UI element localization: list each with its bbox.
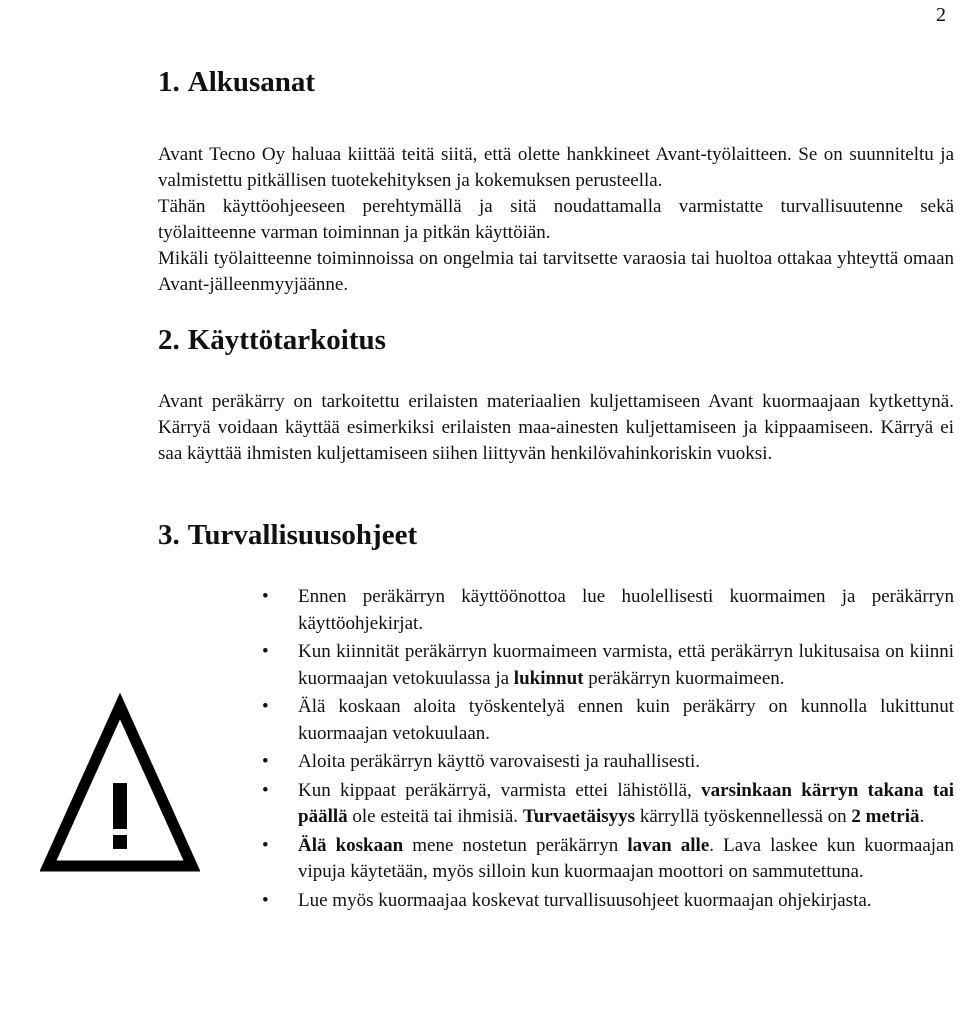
bullet-glyph: • <box>262 696 269 717</box>
section-heading-1 <box>158 66 315 99</box>
section-title: Turvallisuusohjeet <box>187 519 418 551</box>
bold-text: lavan alle <box>627 834 710 856</box>
bold-text: 2 metriä <box>851 806 920 827</box>
section-title: Alkusanat <box>187 66 316 98</box>
text: Älä koskaan aloita työskentelyä ennen kuin peräkärry on kunnolla lukittunut kuormaajan vetokuulaan. <box>298 696 954 744</box>
list-item <box>258 833 954 886</box>
text: kärryllä työskennellessä on <box>635 806 852 827</box>
warning-triangle-icon <box>40 688 200 908</box>
warning-glyph <box>0 0 1 1</box>
section-body-2 <box>158 389 954 467</box>
text: Aloita peräkärryn käyttö varovaisesti ja rauhallisesti. <box>298 751 701 772</box>
bullet-glyph: • <box>262 641 269 662</box>
bullet-glyph: • <box>262 889 269 911</box>
bullet-glyph: • <box>262 834 269 856</box>
section-heading-2 <box>158 324 386 357</box>
text: Kun kiinnität peräkärryn kuormaimeen varmista, että peräkärryn lukitusaisa on kiinni kuormaajan vetokuulassa ja <box>298 641 954 689</box>
list-item <box>258 694 954 747</box>
bullet-glyph: • <box>262 586 269 607</box>
text: . <box>919 806 925 827</box>
bold-text: Älä koskaan <box>298 834 404 856</box>
text: mene nostetun peräkärryn <box>403 834 628 856</box>
paragraph: Avant Tecno Oy haluaa kiittää teitä siitä, että olette hankkineet Avant-työlaitteen. Se on suunniteltu ja valmistettu pitkällisen tuotekehityksen ja kokemuksen perusteella. <box>158 144 954 191</box>
paragraph: Tähän käyttöohjeeseen perehtymällä ja sitä noudattamalla varmistatte turvallisuutenne sekä työlaitteenne varman toiminnan ja pitkän käyttöiän. <box>158 196 954 243</box>
bold-text: Turvaetäisyys <box>522 806 636 827</box>
paragraph: Avant peräkärry on tarkoitettu erilaisten materiaalien kuljettamiseen Avant kuormaajaan kytkettynä. Kärryä voidaan käyttää esimerkiksi erilaisten maa-ainesten kuljettamiseen ja kippaamiseen. Kärryä ei saa käyttää ihmisten kuljettamiseen siihen liittyvän henkilövahinkoriskin vuoksi. <box>158 391 954 464</box>
list-item <box>258 584 954 637</box>
list-item <box>258 888 954 915</box>
list-item <box>258 778 954 831</box>
section-number: 1. <box>158 66 180 98</box>
text: Kun kippaat peräkärryä, varmista ettei lähistöllä, <box>298 779 702 801</box>
text: peräkärryn kuormaimeen. <box>583 667 785 689</box>
safety-bullet-list <box>258 584 954 916</box>
list-item <box>258 639 954 692</box>
section-heading-3 <box>158 519 417 552</box>
text: Ennen peräkärryn käyttöönottoa lue huolellisesti kuormaimen ja peräkärryn käyttöohjekirjat. <box>298 586 954 634</box>
text: ole esteitä tai ihmisiä. <box>347 806 523 827</box>
bullet-glyph: • <box>262 751 269 772</box>
text: Lue myös kuormaajaa koskevat turvallisuusohjeet kuormaajan ohjekirjasta. <box>298 889 872 911</box>
section-title: Käyttötarkoitus <box>187 324 386 356</box>
paragraph: Mikäli työlaitteenne toiminnoissa on ongelmia tai tarvitsette varaosia tai huoltoa ottakaa yhteyttä omaan Avant-jälleenmyyjäänne. <box>158 248 954 295</box>
page-number: 2 <box>936 4 946 26</box>
section-body-1 <box>158 142 954 298</box>
text: . Lava laskee kun kuormaajan vipuja käytetään, myös silloin kun kuormaajan moottori on sammutettuna. <box>298 834 954 882</box>
section-number: 2. <box>158 324 180 356</box>
list-item <box>258 749 954 776</box>
bullet-glyph: • <box>262 779 269 801</box>
bold-text: varsinkaan kärryn takana tai päällä <box>298 779 955 827</box>
bold-text: lukinnut <box>513 667 584 689</box>
section-number: 3. <box>158 519 180 551</box>
